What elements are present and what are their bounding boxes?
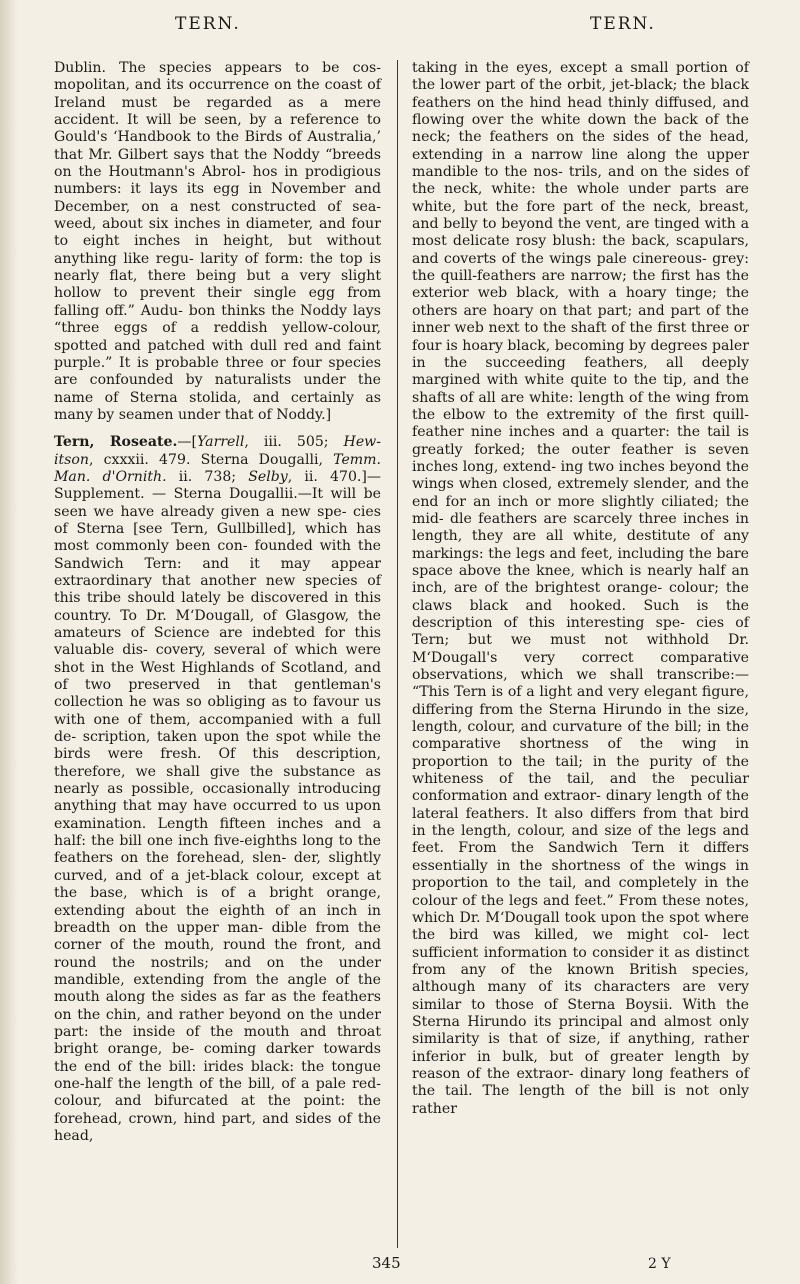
paragraph-description-continued: taking in the eyes, except a small portion of the lower part of the orbit, jet-black; the black feathers on the hind head thinly diffused, and flowing over the white down the back of the neck; the feathers on the sides of the head, extending in a narrow line along the upper mandible to the nos- trils, and on the sides of the neck, white: the whole under parts are white, but the fore part of the neck, breast, and belly to beyond the vent, are tinged with a most delicate rosy blush: the back, scapulars, and coverts of the wings pale cinereous- grey: the quill-feathers are narrow; the first has the exterior web black, with a hoary tinge; the others are hoary on that part; and part of the inner web next to the shaft of the first three or four is hoary black, becoming by degrees paler in the succeeding feathers, all deeply margined with white quite to the tip, and the shafts of all are white: length of the wing from the elbow to the extremity of the first quill-feather nine inches and a quarter: the tail is greatly forked; the outer feather is seven inches long, extend- ing two inches beyond the wings when closed, extremely slender, and the end for an inch or more slightly ciliated; the mid- dle feathers are scarcely three inches in length, they are all white, destitute of any markings: the legs and feet, including the bare space above the knee, which is nearly half an inch, are of the brightest orange- colour; the claws black and hooked. Such is the description of this interesting spe- cies of Tern; but we must not withhold Dr. M‘Dougall's very correct comparative observations, which we shall transcribe:— “This Tern is of a light and very elegant figure, differing from the Sterna Hirundo in the size, length, colour, and curvature of the bill; in the comparative shortness of the wing in proportion to the tail; in the purity of the whiteness of the tail, and the peculiar conformation and extraor- dinary length of the lateral feathers. It also differs from that bird in the length, colour, and size of the legs and feet. From the Sandwich Tern it differs essentially in the shortness of the wings in proportion to the tail, and completely in the colour of the legs and feet.” From these notes, which Dr. M‘Dougall took upon the spot where the bird was killed, we might col- lect sufficient information to consider it as distinct from any of the known British species, although many of its characters are very similar to those of Sterna Boysii. With the Sterna Hirundo its principal and almost only similarity is that of size, if anything, rather inferior in bulk, but of greater length by reason of the extraor- dinary long feathers of the tail. The length of the bill is not only rather — [412, 60, 749, 1117]
ref-text: , iii. 505; — [244, 434, 329, 451]
entry-heading: Tern, Roseate. — [54, 434, 178, 451]
signature-mark: 2 Y — [648, 1256, 671, 1272]
running-head-left: TERN. — [175, 14, 241, 34]
right-column — [412, 60, 749, 1118]
page-edge-shadow — [0, 0, 18, 1284]
column-divider — [397, 60, 398, 1248]
ref-temminck: Temm. Man. d'Ornith. — [54, 451, 381, 485]
left-column — [54, 60, 381, 1145]
ref-text: , ii. 470.]— — [287, 468, 381, 485]
paragraph-noddy-continued: Dublin. The species appears to be cos- mopolitan, and its occurrence on the coast of Ireland must be regarded as a mere accident. It will be seen, by a reference to Gould's ‘Handbook to the Birds of Australia,’ that Mr. Gilbert says that the Noddy “breeds on the Houtmann's Abrol- hos in prodigious numbers: it lays its egg in November and December, on a nest constructed of sea-weed, about six inches in diameter, and four to eight inches in height, but without anything like regu- larity of form: the top is nearly flat, there being but a very slight hollow to prevent their single egg from falling off.” Audu- bon thinks the Noddy lays “three eggs of a reddish yellow-colour, spotted and patched with dull red and faint purple.” It is probable three or four species are confounded by naturalists under the name of Sterna stolida, and certainly as many by seamen under that of Noddy.] — [54, 60, 381, 423]
entry-body: Supplement. — Sterna Dougallii.—It will be seen we have already given a new spe- cies of Sterna [see Tern, Gullbilled], which has most commonly been con- founded with the Sandwich Tern: and it may appear extraordinary that another new species of this tribe should lately be discovered in this country. To Dr. M‘Dougall, of Glasgow, the amateurs of Science are indebted for this valuable dis- covery, several of which were shot in the West Highlands of Scotland, and of two preserved in that gentleman's collection he was so obliging as to favour us with one of them, accompanied with a full de- scription, taken upon the spot while the birds were fresh. Of this description, therefore, we shall give the substance as nearly as possible, occasionally introducing anything that may have occurred to us upon examination. Length fifteen inches and a half: the bill one inch five-eighths long to the feathers on the forehead, slen- der, slightly curved, and of a jet-black colour, except at the base, which is of a bright orange, extending about the eighth of an inch in breadth on the upper man- dible from the corner of the mouth, round the front, and round the nostrils; and on the under mandible, extending from the angle of the mouth along the sides as far as the feathers on the chin, and rather beyond on the under part: the inside of the mouth and throat bright orange, be- coming darker towards the end of the bill: irides black: the tongue one-half the length of the bill, of a pale red-colour, and bifurcated at the point: the forehead, crown, hind part, and sides of the head, — [54, 486, 381, 1144]
ref-selby: Selby — [248, 468, 288, 485]
ref-yarrell: Yarrell — [196, 434, 245, 451]
running-head-right: TERN. — [590, 14, 656, 34]
ref-hewitson: Hew- itson — [54, 434, 382, 468]
ref-text: ii. 738; — [178, 468, 237, 485]
ref-text: —[ — [177, 434, 197, 451]
ref-text: , cxxxii. 479. Sterna Dougalli, — [88, 451, 323, 468]
page-number: 345 — [372, 1254, 401, 1272]
paragraph-roseate-tern — [54, 434, 381, 1145]
